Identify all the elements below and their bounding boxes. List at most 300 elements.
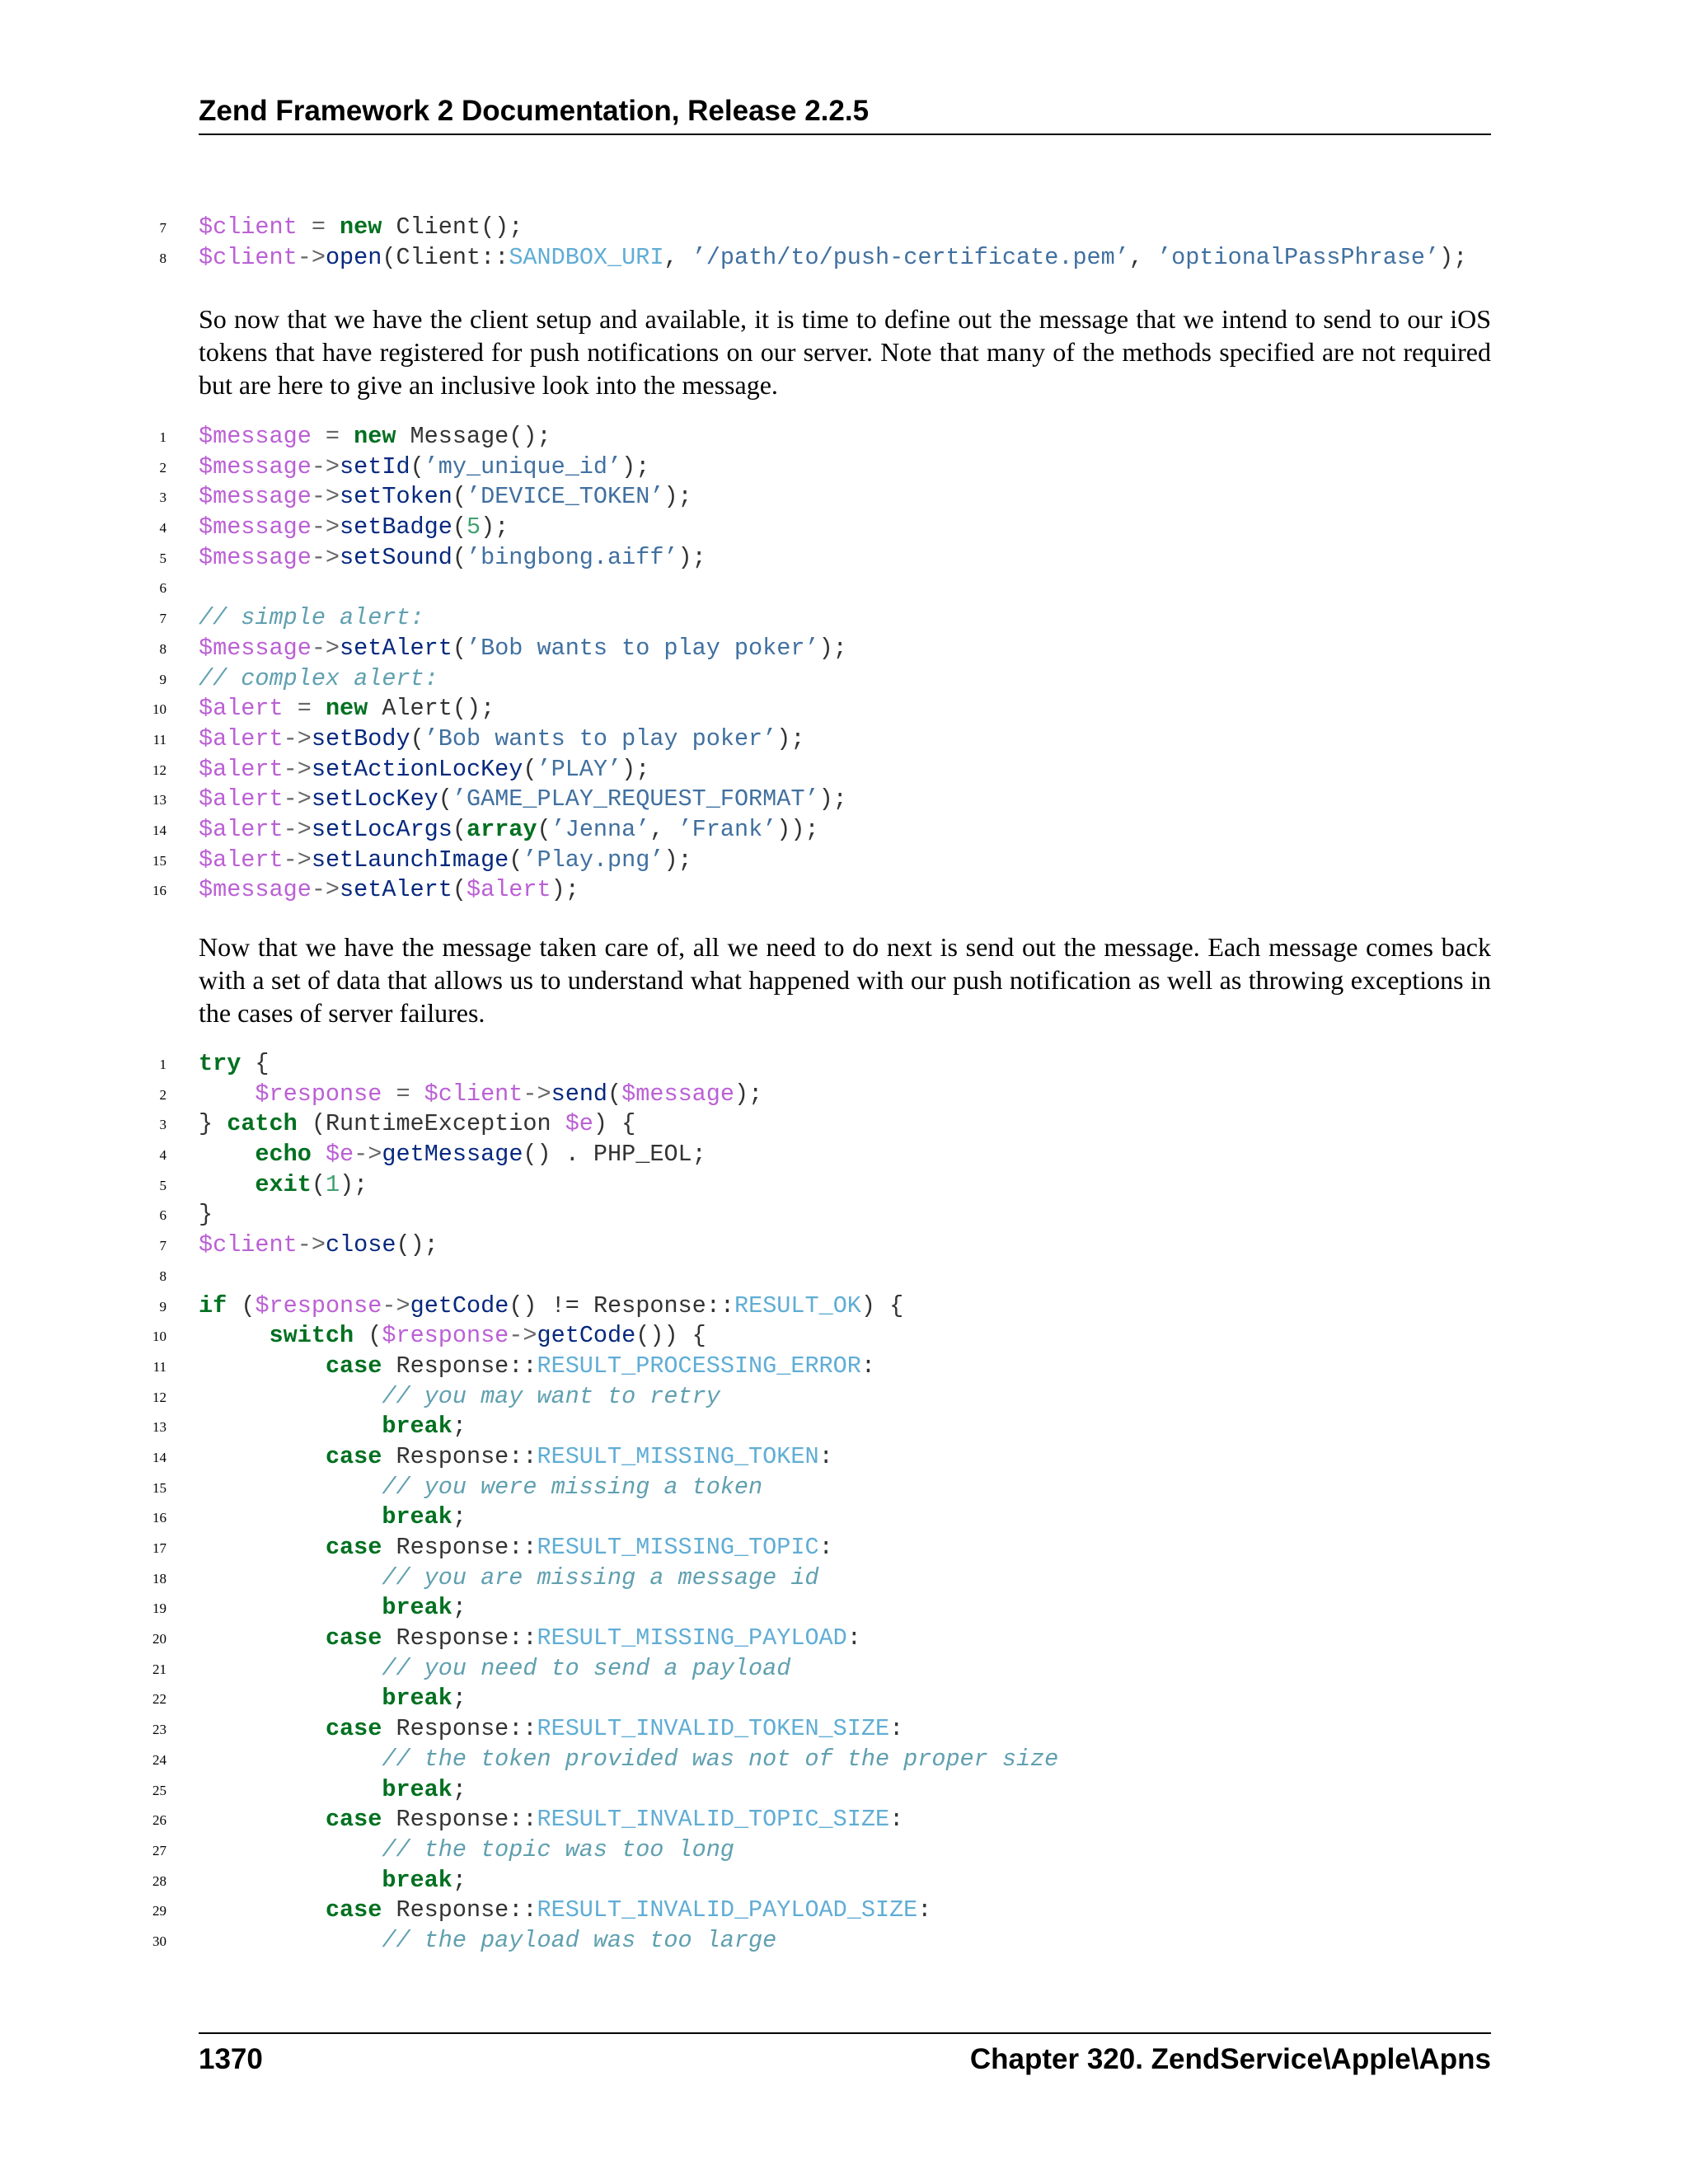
code-text xyxy=(199,1593,467,1624)
code-text xyxy=(199,1866,467,1896)
code-token: setLaunchImage xyxy=(311,846,509,874)
code-token: -> xyxy=(354,1141,382,1169)
code-token: // the topic was too long xyxy=(382,1835,734,1863)
code-token: ; xyxy=(452,1866,467,1894)
code-text xyxy=(199,1805,903,1835)
code-text xyxy=(199,846,692,876)
code-text xyxy=(199,1230,438,1261)
code-token xyxy=(199,1746,382,1773)
code-token: break xyxy=(382,1503,452,1531)
code-token: -> xyxy=(311,452,340,480)
code-token: // complex alert: xyxy=(199,664,438,692)
line-number: 14 xyxy=(152,822,166,838)
line-number: 13 xyxy=(152,792,166,808)
code-token: RESULT_PROCESSING_ERROR xyxy=(537,1352,861,1380)
code-token: -> xyxy=(283,755,312,783)
code-token: catch xyxy=(227,1110,298,1138)
code-token: $message xyxy=(199,876,312,904)
code-token: $message xyxy=(199,423,312,450)
code-token: $client xyxy=(199,1231,298,1259)
code-token: echo xyxy=(255,1141,312,1169)
code-block-client-open xyxy=(0,213,1688,273)
code-token xyxy=(199,1443,326,1470)
code-line xyxy=(0,243,1688,274)
code-token: ’DEVICE_TOKEN’ xyxy=(466,483,664,511)
code-token: if xyxy=(199,1291,227,1319)
code-token: setAlert xyxy=(340,876,452,904)
code-token: getMessage xyxy=(382,1141,523,1169)
code-token: = xyxy=(297,213,340,241)
line-number: 5 xyxy=(159,1177,166,1193)
code-token: Client(); xyxy=(382,213,523,241)
code-token: open xyxy=(325,243,382,271)
code-line xyxy=(0,1896,1688,1926)
code-token: Response:: xyxy=(382,1534,537,1561)
code-token: ( xyxy=(523,755,537,783)
code-line xyxy=(0,1080,1688,1110)
code-token: break xyxy=(382,1775,452,1803)
code-token: -> xyxy=(311,513,340,541)
code-token: break xyxy=(382,1866,452,1894)
code-line xyxy=(0,1624,1688,1654)
code-token: ); xyxy=(481,513,509,541)
code-text xyxy=(199,1714,903,1745)
code-text xyxy=(199,1745,1058,1775)
code-token xyxy=(312,1141,326,1168)
code-token: , xyxy=(1128,243,1158,271)
code-token: ( xyxy=(509,846,523,874)
code-line xyxy=(0,1049,1688,1080)
code-token: } xyxy=(199,1110,227,1138)
code-token xyxy=(199,1352,326,1380)
code-token: )); xyxy=(776,815,819,843)
line-number: 13 xyxy=(152,1419,166,1436)
code-token: ( xyxy=(452,483,467,511)
code-line xyxy=(0,1442,1688,1473)
code-token: // the token provided was not of the proper size xyxy=(382,1745,1059,1773)
line-number: 11 xyxy=(152,731,166,748)
line-number: 21 xyxy=(152,1661,166,1677)
code-token xyxy=(199,1503,382,1530)
code-token: : xyxy=(860,1352,875,1380)
code-line xyxy=(0,1684,1688,1714)
code-token: 1 xyxy=(325,1170,340,1198)
code-line xyxy=(0,1412,1688,1442)
code-token: ()) { xyxy=(635,1322,706,1350)
code-token: -> xyxy=(523,1080,551,1108)
code-token: ’bingbong.aiff’ xyxy=(466,543,678,571)
code-text xyxy=(199,1291,903,1322)
code-line xyxy=(0,815,1688,846)
code-line xyxy=(0,1714,1688,1745)
code-token xyxy=(199,1896,326,1924)
code-token: getCode xyxy=(537,1322,636,1350)
code-token: RESULT_MISSING_TOPIC xyxy=(537,1534,819,1561)
code-token: ); xyxy=(678,543,706,571)
code-text xyxy=(199,543,706,574)
code-token: ’PLAY’ xyxy=(537,755,622,783)
line-number: 27 xyxy=(152,1842,166,1858)
code-token: getCode xyxy=(410,1291,509,1319)
code-token: () != Response:: xyxy=(509,1291,734,1319)
code-token: case xyxy=(325,1896,382,1924)
code-token: array xyxy=(466,815,537,843)
code-token: ); xyxy=(621,452,650,480)
code-text xyxy=(199,694,495,724)
code-line xyxy=(0,1170,1688,1201)
code-token: $message xyxy=(199,543,312,571)
code-token xyxy=(199,1806,326,1833)
code-token: -> xyxy=(382,1291,410,1319)
code-token: $alert xyxy=(199,785,284,813)
code-token: -> xyxy=(311,634,340,662)
line-number: 17 xyxy=(152,1540,166,1556)
code-token: { xyxy=(241,1050,270,1077)
code-token: $alert xyxy=(199,846,284,874)
code-token: ); xyxy=(776,724,805,752)
code-token: ’Bob wants to play poker’ xyxy=(424,724,777,752)
code-token: -> xyxy=(311,876,340,904)
line-number: 3 xyxy=(159,1117,166,1133)
code-token: ( xyxy=(354,1322,382,1350)
code-token: : xyxy=(846,1624,861,1652)
code-line xyxy=(0,1321,1688,1352)
code-text xyxy=(199,243,1467,274)
code-text xyxy=(199,1624,861,1654)
code-token xyxy=(199,1080,255,1108)
code-token: = xyxy=(311,423,354,450)
code-line xyxy=(0,785,1688,815)
code-token: // simple alert: xyxy=(199,604,424,632)
code-token: ( xyxy=(227,1291,256,1319)
code-token: ( xyxy=(607,1080,622,1108)
code-text xyxy=(199,634,847,664)
code-token: ; xyxy=(452,1503,467,1531)
code-text xyxy=(199,1080,762,1110)
code-line xyxy=(0,1291,1688,1322)
code-token: $client xyxy=(424,1080,523,1108)
code-token: ’Jenna’ xyxy=(551,815,650,843)
code-token xyxy=(199,1927,382,1954)
line-number: 9 xyxy=(159,671,166,687)
code-token: Response:: xyxy=(382,1352,537,1380)
code-text xyxy=(199,1321,706,1352)
code-token: new xyxy=(325,695,368,723)
code-token: -> xyxy=(509,1322,537,1350)
code-token: ( xyxy=(537,815,551,843)
code-token: case xyxy=(325,1534,382,1561)
code-token: setLocArgs xyxy=(311,815,452,843)
page-number: 1370 xyxy=(199,2043,263,2075)
line-number: 19 xyxy=(152,1601,166,1617)
code-token: setLocKey xyxy=(311,785,438,813)
code-token xyxy=(199,1715,326,1742)
code-token: ’optionalPassPhrase’ xyxy=(1157,243,1440,271)
code-token: -> xyxy=(283,724,312,752)
code-token: case xyxy=(325,1715,382,1743)
code-token: switch xyxy=(269,1322,354,1350)
code-line xyxy=(0,846,1688,876)
code-token: case xyxy=(325,1806,382,1834)
code-line xyxy=(0,1261,1688,1291)
code-line xyxy=(0,694,1688,724)
code-token: setBadge xyxy=(340,513,452,541)
code-line xyxy=(0,452,1688,483)
code-token: Alert(); xyxy=(368,695,495,723)
line-number: 10 xyxy=(152,701,166,718)
code-token: ’Frank’ xyxy=(678,815,777,843)
code-token: = xyxy=(283,695,326,723)
code-token: setAlert xyxy=(340,634,452,662)
code-text xyxy=(199,815,819,846)
line-number: 22 xyxy=(152,1691,166,1708)
code-token: Response:: xyxy=(382,1896,537,1924)
code-token: ( xyxy=(452,876,467,904)
code-text xyxy=(199,422,551,452)
code-token: exit xyxy=(255,1170,312,1198)
code-token: -> xyxy=(283,815,312,843)
code-token: , xyxy=(649,815,678,843)
code-line xyxy=(0,513,1688,543)
code-block-send-response xyxy=(0,1049,1688,1957)
code-token: send xyxy=(551,1080,608,1108)
code-token xyxy=(199,1383,382,1410)
line-number: 4 xyxy=(159,1147,166,1164)
code-token: RESULT_INVALID_TOPIC_SIZE xyxy=(537,1806,890,1834)
code-token: SANDBOX_URI xyxy=(509,243,664,271)
code-token: try xyxy=(199,1050,241,1077)
code-text xyxy=(199,482,692,513)
code-line xyxy=(0,1200,1688,1230)
line-number: 6 xyxy=(159,580,166,597)
code-line xyxy=(0,1805,1688,1835)
line-number: 11 xyxy=(152,1358,166,1375)
code-token: ); xyxy=(663,846,692,874)
code-token xyxy=(199,1413,382,1440)
code-line xyxy=(0,422,1688,452)
line-number: 7 xyxy=(159,220,166,236)
line-number: 3 xyxy=(159,490,166,506)
code-token: case xyxy=(325,1442,382,1470)
code-token xyxy=(199,1564,382,1591)
code-token: ( xyxy=(452,513,467,541)
code-line xyxy=(0,573,1688,603)
code-text xyxy=(199,1382,720,1413)
code-text xyxy=(199,724,804,755)
code-line xyxy=(0,724,1688,755)
code-token: ( xyxy=(410,724,424,752)
code-text xyxy=(199,1473,762,1503)
code-line xyxy=(0,1533,1688,1563)
line-number: 18 xyxy=(152,1570,166,1586)
line-number: 30 xyxy=(152,1933,166,1949)
code-token: Response:: xyxy=(382,1806,537,1834)
code-line xyxy=(0,1140,1688,1170)
line-number: 14 xyxy=(152,1449,166,1465)
code-token: $message xyxy=(621,1080,734,1108)
line-number: 24 xyxy=(152,1751,166,1768)
code-token: -> xyxy=(283,846,312,874)
line-number: 20 xyxy=(152,1631,166,1647)
code-text xyxy=(199,1502,467,1533)
code-token: // you are missing a message id xyxy=(382,1563,819,1591)
code-token: = xyxy=(382,1080,424,1108)
code-token: (); xyxy=(396,1231,438,1259)
code-token: $message xyxy=(199,452,312,480)
code-token: setBody xyxy=(311,724,410,752)
code-token: ); xyxy=(734,1080,763,1108)
code-text xyxy=(199,1140,706,1170)
code-token: break xyxy=(382,1685,452,1713)
code-token: (Client:: xyxy=(382,243,509,271)
code-token: new xyxy=(354,423,396,450)
code-token: RESULT_INVALID_PAYLOAD_SIZE xyxy=(537,1896,918,1924)
code-token xyxy=(199,1624,326,1652)
code-token: ); xyxy=(818,634,847,662)
code-token: close xyxy=(325,1231,396,1259)
line-number: 28 xyxy=(152,1872,166,1889)
line-number: 1 xyxy=(159,429,166,445)
line-number: 2 xyxy=(159,1086,166,1103)
code-token: () . PHP_EOL; xyxy=(523,1141,706,1169)
code-token: // you were missing a token xyxy=(382,1473,763,1501)
code-token: setActionLocKey xyxy=(311,755,523,783)
code-text xyxy=(199,1563,819,1594)
line-number: 2 xyxy=(159,459,166,476)
code-token: 5 xyxy=(466,513,481,541)
code-token: : xyxy=(889,1806,904,1834)
code-line xyxy=(0,664,1688,695)
code-text xyxy=(199,1684,467,1714)
code-token: ( xyxy=(452,815,467,843)
code-text xyxy=(199,664,438,695)
code-token: $message xyxy=(199,634,312,662)
code-token: $response xyxy=(255,1291,382,1319)
code-token: -> xyxy=(311,483,340,511)
code-token: Response:: xyxy=(382,1715,537,1743)
code-token: : xyxy=(889,1715,904,1743)
code-text xyxy=(199,1533,833,1563)
code-token: RESULT_OK xyxy=(734,1291,861,1319)
code-token: ); xyxy=(621,755,650,783)
code-line xyxy=(0,1473,1688,1503)
line-number: 4 xyxy=(159,520,166,537)
code-text xyxy=(199,1200,213,1230)
code-token: $message xyxy=(199,513,312,541)
code-token: -> xyxy=(297,1231,326,1259)
line-number: 1 xyxy=(159,1057,166,1072)
code-line xyxy=(0,213,1688,243)
code-token: ); xyxy=(551,876,579,904)
line-number: 15 xyxy=(152,852,166,869)
code-token: $client xyxy=(199,243,298,271)
line-number: 15 xyxy=(152,1479,166,1496)
code-text xyxy=(199,1654,790,1685)
code-token: $e xyxy=(325,1141,354,1169)
code-line xyxy=(0,1835,1688,1866)
code-text xyxy=(199,1170,368,1201)
code-token: setSound xyxy=(340,543,452,571)
code-token: $response xyxy=(255,1080,382,1108)
code-token: $alert xyxy=(199,815,284,843)
line-number: 8 xyxy=(159,640,166,657)
code-text xyxy=(199,1896,931,1926)
code-token: $alert xyxy=(199,755,284,783)
code-token: ; xyxy=(452,1685,467,1713)
code-token xyxy=(199,1685,382,1712)
code-text xyxy=(199,1835,734,1866)
line-number: 9 xyxy=(159,1298,166,1315)
code-text xyxy=(199,1109,635,1140)
code-token xyxy=(199,1322,270,1349)
code-token: ; xyxy=(452,1594,467,1622)
code-text xyxy=(199,513,509,543)
line-number: 16 xyxy=(152,883,166,899)
code-token: RESULT_INVALID_TOKEN_SIZE xyxy=(537,1715,890,1743)
code-token xyxy=(199,1171,255,1198)
code-text xyxy=(199,785,847,815)
code-token: $message xyxy=(199,483,312,511)
code-token: Message(); xyxy=(396,423,551,450)
code-token: -> xyxy=(283,785,312,813)
code-token xyxy=(199,1534,326,1561)
code-token: ) { xyxy=(593,1110,636,1138)
line-number: 25 xyxy=(152,1782,166,1798)
code-token: ’/path/to/push-certificate.pem’ xyxy=(692,243,1129,271)
code-token: $alert xyxy=(466,876,551,904)
code-line xyxy=(0,603,1688,634)
code-token: ; xyxy=(452,1413,467,1441)
code-token: ’GAME_PLAY_REQUEST_FORMAT’ xyxy=(452,785,819,813)
code-token xyxy=(199,1594,382,1621)
line-number: 7 xyxy=(159,611,166,627)
code-text xyxy=(199,1412,467,1442)
code-block-message xyxy=(0,422,1688,906)
chapter-title: Chapter 320. ZendService\Apple\Apns xyxy=(969,2043,1491,2075)
line-number: 23 xyxy=(152,1722,166,1738)
code-token: // the payload was too large xyxy=(382,1926,777,1954)
line-number: 29 xyxy=(152,1903,166,1919)
paragraph-client-setup: So now that we have the client setup and available, it is time to define out the message that we intend to send to our iOS tokens that have registered for push notifications on our server. Note that many of the methods specified are not required but are here to give an inclusive look into the message. xyxy=(199,304,1491,400)
code-token: ; xyxy=(452,1775,467,1803)
code-token xyxy=(199,1836,382,1863)
code-token: ’Play.png’ xyxy=(523,846,664,874)
code-token: ); xyxy=(818,785,847,813)
line-number: 8 xyxy=(159,250,166,266)
code-line xyxy=(0,1926,1688,1957)
code-text xyxy=(199,755,649,785)
code-token: setToken xyxy=(340,483,452,511)
code-text xyxy=(199,1775,467,1806)
code-token: ); xyxy=(1439,243,1468,271)
code-token xyxy=(199,1655,382,1682)
code-token: new xyxy=(340,213,382,241)
code-token: RESULT_MISSING_PAYLOAD xyxy=(537,1624,847,1652)
code-token: -> xyxy=(297,243,326,271)
code-token: ( xyxy=(410,452,424,480)
code-token xyxy=(199,1474,382,1501)
code-line xyxy=(0,1593,1688,1624)
code-text xyxy=(199,213,523,243)
line-number: 10 xyxy=(152,1329,166,1345)
code-text xyxy=(199,1442,833,1473)
code-token xyxy=(199,1867,382,1894)
code-token: $response xyxy=(382,1322,509,1350)
code-token: -> xyxy=(311,543,340,571)
code-token: case xyxy=(325,1624,382,1652)
code-text xyxy=(199,452,649,483)
code-line xyxy=(0,543,1688,574)
